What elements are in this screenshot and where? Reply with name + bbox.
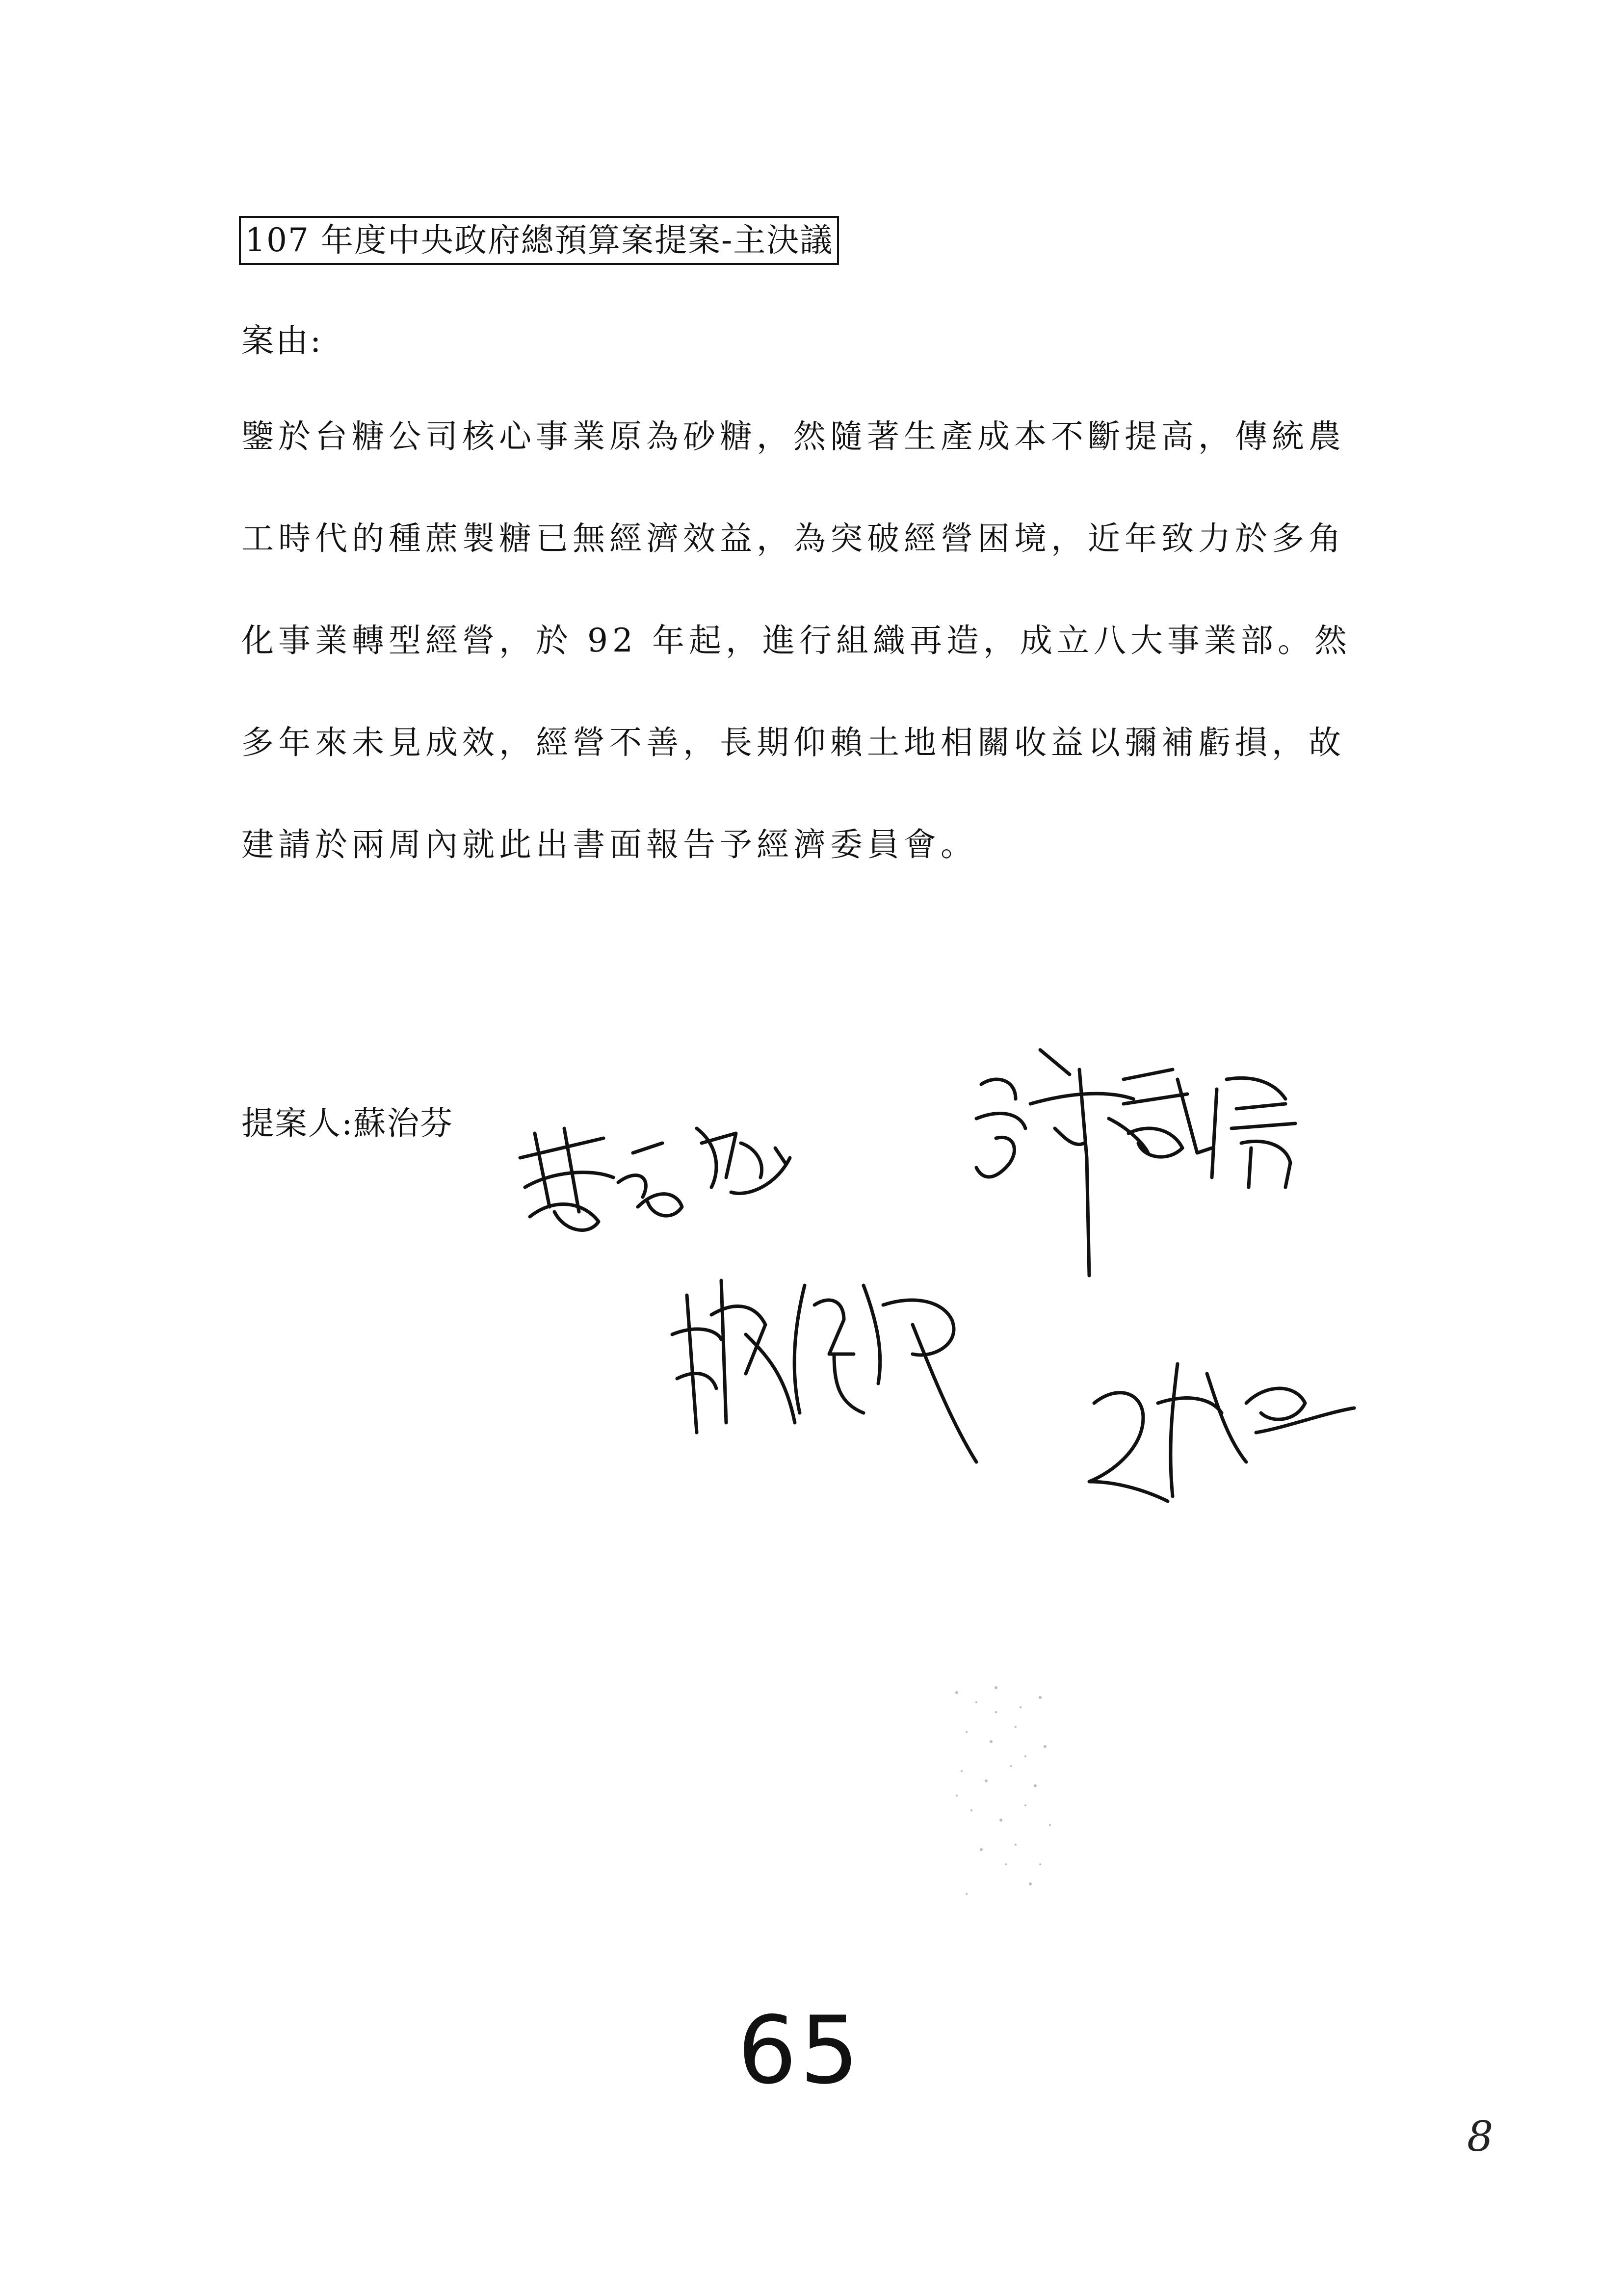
reason-body <box>241 417 1385 927</box>
scan-noise <box>947 1678 1060 1908</box>
corner-page-mark: 8 <box>1467 2113 1493 2161</box>
document-title: 107 年度中央政府總預算案提案-主決議 <box>239 216 839 265</box>
reason-label: 案由: <box>241 322 323 360</box>
signature-xu-shu-hua <box>976 1050 1295 1276</box>
reason-line: 建請於兩周內就此出書面報告予經濟委員會。 <box>241 826 977 863</box>
reason-line: 多年來未見成效，經營不善，長期仰賴土地相關收益以彌補虧損，故 <box>241 724 1345 761</box>
signature-qiu-yi-ying <box>1089 1364 1354 1501</box>
signature-zhang-liao-wan-jian <box>672 1280 976 1462</box>
page-number: 65 <box>737 1996 862 2105</box>
proposer-line: 提案人:蘇治芬 <box>241 1104 454 1142</box>
reason-line: 鑒於台糖公司核心事業原為砂糖，然隨著生產成本不斷提高，傳統農 <box>241 417 1345 455</box>
reason-line: 化事業轉型經營，於 92 年起，進行組織再造，成立八大事業部。然 <box>241 622 1351 659</box>
reason-line: 工時代的種蔗製糖已無經濟效益，為突破經營困境，近年致力於多角 <box>241 520 1345 557</box>
signature-su-zhi-fen <box>520 1128 790 1230</box>
